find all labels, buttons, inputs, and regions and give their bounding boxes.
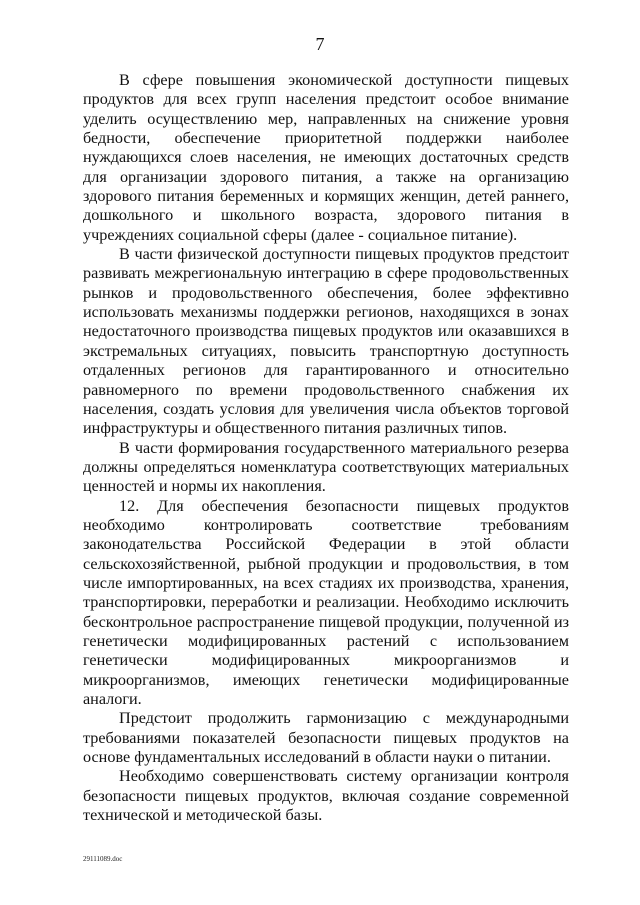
paragraph-control-system: Необходимо совершенствовать систему организации контроля безопасности пищевых продуктов, включая создание современной технической и методической базы. xyxy=(83,767,569,825)
paragraph-harmonization: Предстоит продолжить гармонизацию с международными требованиями показателей безопасности пищевых продуктов на основе фундаментальных исследований в области науки о питании. xyxy=(83,709,569,767)
paragraph-food-safety: 12. Для обеспечения безопасности пищевых продуктов необходимо контролировать соответствие требованиям законодательства Российской Федерации в этой области сельскохозяйственной, рыбной продукции и продовольствия, в том числе импортированных, на всех стадиях их производства, хранения, транспортировки, переработки и реализации. Необходимо исключить бесконтрольное распространение пищевой продукции, полученной из генетически модифицированных растений с использованием генетически модифицированных микроорганизмов и микроорганизмов, имеющих генетически модифицированные аналоги. xyxy=(83,496,569,708)
paragraph-material-reserve: В части формирования государственного материального резерва должны определяться номенклатура соответствующих материальных ценностей и нормы их накопления. xyxy=(83,438,569,496)
paragraph-economic-access: В сфере повышения экономической доступности пищевых продуктов для всех групп населения предстоит особое внимание уделить осуществлению мер, направленных на снижение уровня бедности, обеспечение приоритетной поддержки наиболее нуждающихся слоев населения, не имеющих достаточных средств для организации здорового питания, а также на организацию здорового питания беременных и кормящих женщин, детей раннего, дошкольного и школьного возраста, здорового питания в учреждениях социальной сферы (далее - социальное питание). xyxy=(83,71,569,244)
page-number: 7 xyxy=(315,34,325,54)
document-footer: 29111089.doc xyxy=(83,855,123,863)
paragraph-physical-access: В части физической доступности пищевых продуктов предстоит развивать межрегиональную интеграцию в сфере продовольственных рынков и продовольственного обеспечения, более эффективно использовать механизмы поддержки регионов, находящихся в зонах недостаточного производства пищевых продуктов или оказавшихся в экстремальных ситуациях, повысить транспортную доступность отдаленных регионов для гарантированного и относительно равномерного по времени продовольственного снабжения их населения, создать условия для увеличения числа объектов торговой инфраструктуры и общественного питания различных типов. xyxy=(83,245,569,438)
document-body xyxy=(83,71,569,825)
